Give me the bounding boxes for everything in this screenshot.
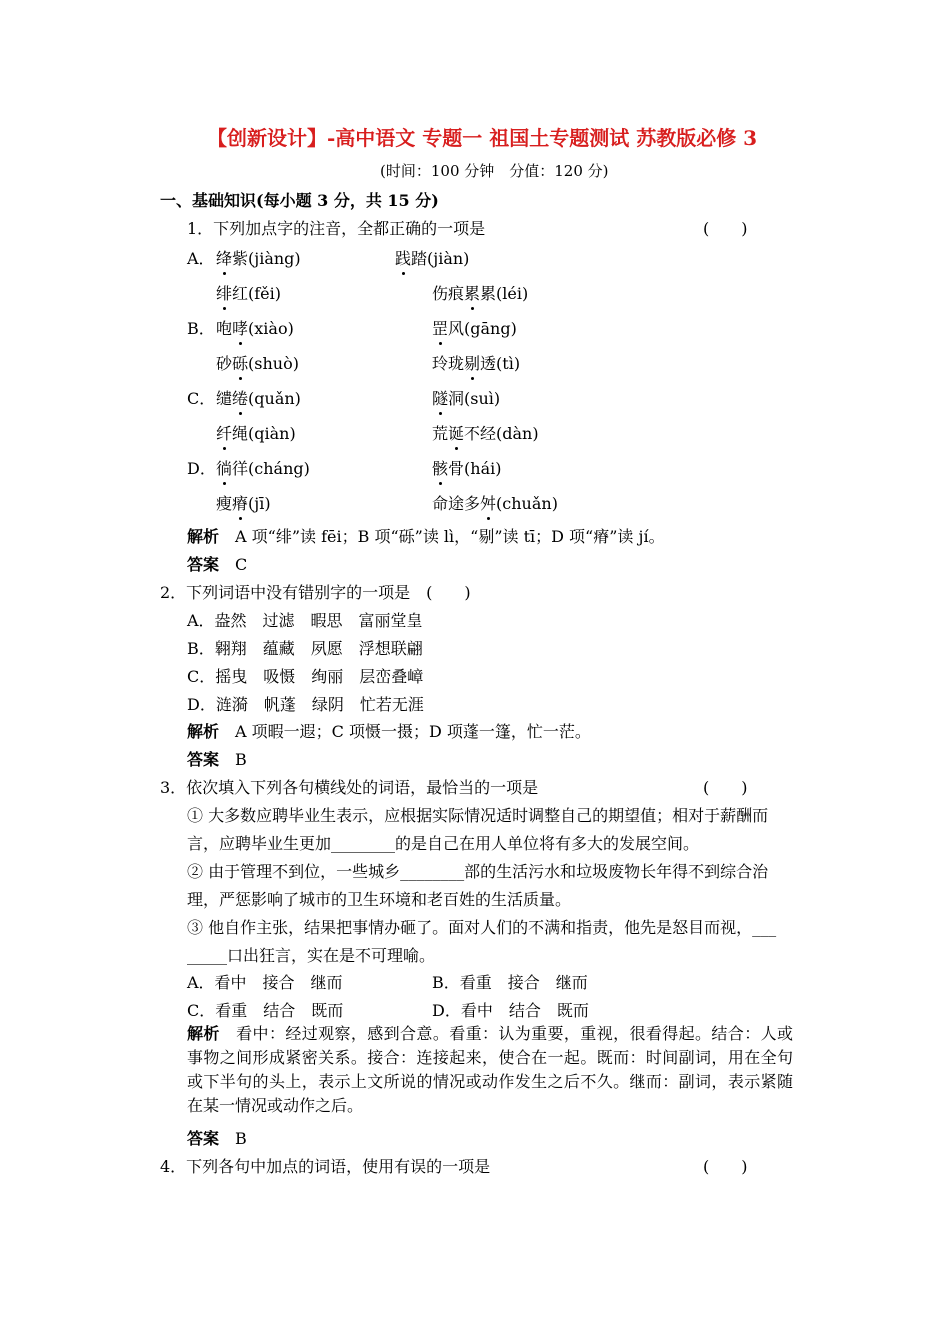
q1-option-a-item2: 践踏(jiàn) (395, 246, 469, 269)
q1-option-d-item4: 命途多舛(chuǎn) (432, 491, 558, 514)
q1-option-d-item2: 骸骨(hái) (432, 456, 501, 479)
q3-sentence3-line1: ③ 他自作主张，结果把事情办砸了。面对人们的不满和指责，他先是怒目而视，___ (187, 918, 777, 937)
q1-option-d-item3: 瘦瘠(jī) (216, 491, 271, 514)
q4-stem: 4．下列各句中加点的词语，使用有误的一项是 (160, 1157, 491, 1176)
q1-option-c-item3: 纤绳(qiàn) (216, 421, 296, 444)
q2-option-d: D．涟漪 帆蓬 绿阴 忙若无涯 (187, 695, 424, 714)
section-heading: 一、基础知识(每小题 3 分，共 15 分) (160, 191, 439, 210)
q1-option-c-label: C． (187, 389, 216, 408)
q1-option-c-item1: 缱绻(quǎn) (216, 386, 301, 409)
q1-option-d-label: D． (187, 459, 216, 478)
q1-option-b-label: B． (187, 319, 215, 338)
q1-option-b-item2: 罡风(gāng) (432, 316, 517, 339)
q1-option-a-item1: 绛紫(jiàng) (216, 246, 301, 269)
q1-option-a-item3: 绯红(fěi) (216, 281, 281, 304)
q3-option-c: C．看重 结合 既而 (187, 1001, 344, 1020)
q1-analysis: 解析 A 项“绯”读 fēi；B 项“砾”读 lì，“剔”读 tī；D 项“瘠”读 jí。 (187, 527, 665, 546)
q3-sentence3-line2: _____口出狂言，实在是不可理喻。 (187, 946, 436, 965)
q1-option-a-label: A． (187, 249, 215, 268)
q2-option-c: C．摇曳 吸慑 绚丽 层峦叠嶂 (187, 667, 424, 686)
q1-answer-paren: ( ) (703, 219, 748, 238)
q3-answer-paren: ( ) (703, 778, 748, 797)
q3-analysis: 解析 看中：经过观察，感到合意。看重：认为重要，重视，很看得起。结合：人或事物之间形成紧密关系。接合：连接起来，使合在一起。既而：时间副词，用在全句或下半句的头上，表示上文所说的情况或动作发生之后不久。继而：副词，表示紧随在某一情况或动作之后。 (187, 1024, 793, 1115)
q4-answer-paren: ( ) (703, 1157, 748, 1176)
q3-sentence1-line1: ① 大多数应聘毕业生表示，应根据实际情况适时调整自己的期望值；相对于薪酬而 (187, 806, 769, 825)
q1-option-b-item1: 咆哮(xiào) (216, 316, 294, 339)
q3-answer: 答案 B (187, 1129, 247, 1148)
time-score-info: (时间：100 分钟 分值：120 分) (380, 162, 609, 180)
q3-stem: 3．依次填入下列各句横线处的词语，最恰当的一项是 (160, 778, 539, 797)
q3-option-b: B．看重 接合 继而 (432, 973, 588, 992)
q3-option-d: D．看中 结合 既而 (432, 1001, 589, 1020)
page-title: 【创新设计】-高中语文 专题一 祖国土专题测试 苏教版必修 3 (207, 126, 758, 150)
q3-sentence2-line1: ② 由于管理不到位，一些城乡________部的生活污水和垃圾废物长年得不到综合治 (187, 862, 769, 881)
q2-answer: 答案 B (187, 750, 247, 769)
q1-option-b-item3: 砂砾(shuò) (216, 351, 299, 374)
q2-stem: 2．下列词语中没有错别字的一项是 ( ) (160, 583, 471, 602)
q1-answer: 答案 C (187, 555, 248, 574)
q1-stem: 1．下列加点字的注音，全都正确的一项是 (187, 219, 486, 238)
q1-option-b-item4: 玲珑剔透(tì) (432, 351, 520, 374)
q3-option-a: A．看中 接合 继而 (187, 973, 343, 992)
q2-analysis: 解析 A 项暇一遐；C 项慑一摄；D 项蓬一篷，忙一茫。 (187, 722, 591, 741)
q1-option-c-item4: 荒诞不经(dàn) (432, 421, 539, 444)
q1-option-c-item2: 隧洞(suì) (432, 386, 500, 409)
q1-option-a-item4: 伤痕累累(léi) (432, 281, 528, 304)
q2-option-b: B．翱翔 蕴藏 夙愿 浮想联翩 (187, 639, 423, 658)
q2-option-a: A．盎然 过滤 暇思 富丽堂皇 (187, 611, 423, 630)
q3-sentence1-line2: 言，应聘毕业生更加________的是自己在用人单位将有多大的发展空间。 (187, 834, 700, 853)
q1-option-d-item1: 徜徉(cháng) (216, 456, 310, 479)
q3-sentence2-line2: 理，严惩影响了城市的卫生环境和老百姓的生活质量。 (187, 890, 572, 909)
